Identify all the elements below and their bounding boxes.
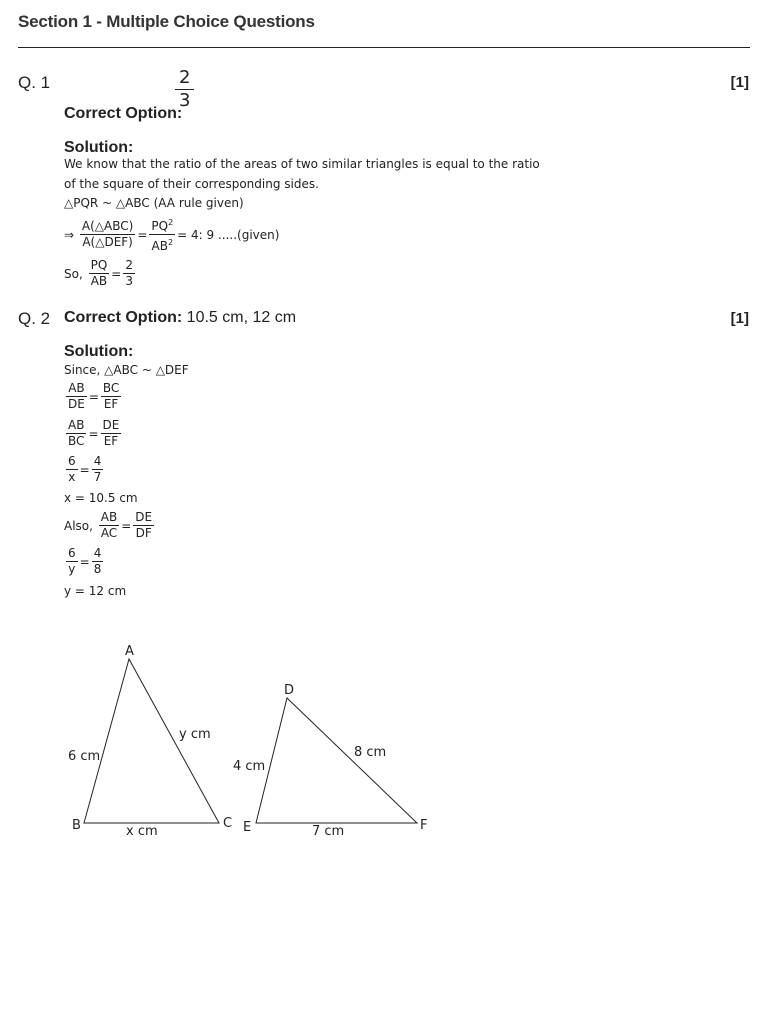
question-1-marks: [1] <box>730 74 749 91</box>
question-1-number: Q. 1 <box>18 73 51 92</box>
vertex-c-label: C <box>223 816 233 831</box>
side-de-label: 4 cm <box>233 759 266 774</box>
q1-text-line-2: of the square of their corresponding sides. <box>64 177 319 191</box>
answer-numerator: 2 <box>175 68 194 90</box>
two-thirds-fraction: $\frac{2}{3}$ <box>125 258 133 288</box>
question-1-solution-label: Solution: <box>64 139 134 156</box>
q2-ratio-ab-de: $\frac{AB}{DE}$ = $\frac{BC}{EF}$ <box>68 381 120 411</box>
question-2-correct-row <box>64 309 296 327</box>
section-title: Section 1 - Multiple Choice Questions <box>18 12 315 31</box>
q2-also-ratio: Also, $\frac{AB}{AC}$ = $\frac{DE}{DF}$ <box>64 510 153 540</box>
vertex-d-label: D <box>284 683 295 698</box>
q1-text-line-1: We know that the ratio of the areas of two similar triangles is equal to the ratio <box>64 157 540 171</box>
question-2-correct-value: 10.5 cm, 12 cm <box>186 309 297 326</box>
vertex-e-label: E <box>243 820 252 835</box>
question-2-solution-label: Solution: <box>64 343 134 360</box>
question-2-correct-label: Correct Option: <box>64 309 183 326</box>
answer-denominator: 3 <box>179 90 191 111</box>
q2-ratio-ab-bc: $\frac{AB}{BC}$ = $\frac{DE}{EF}$ <box>68 418 120 448</box>
question-1-correct-label: Correct Option: <box>64 105 183 122</box>
side-ef-label: 7 cm <box>312 824 345 839</box>
area-ratio-fraction: $\frac{\text{A(△ABC)}}{\text{A(△DEF)}}$ <box>81 219 134 249</box>
side-ac-label: y cm <box>179 727 211 742</box>
question-2-number: Q. 2 <box>18 309 51 328</box>
q2-since-line: Since, △ABC ~ △DEF <box>64 363 189 377</box>
vertex-b-label: B <box>72 818 81 833</box>
pq-ab-fraction: $\frac{PQ}{AB}$ <box>90 258 108 288</box>
q1-area-ratio-line: ⇒ $\frac{\text{A(△ABC)}}{\text{A(△DEF)}}$ = $\frac{PQ^2}{AB^2}$ = 4: 9 .....(given) <box>64 218 280 253</box>
q2-ratio-6-y: $\frac{6}{y}$ = $\frac{4}{8}$ <box>68 546 102 576</box>
side-df-label: 8 cm <box>354 745 387 760</box>
question-2-marks: [1] <box>730 310 749 327</box>
section-divider <box>18 47 750 48</box>
ratio-given: = 4: 9 .....(given) <box>177 227 280 242</box>
side-ratio-fraction: $\frac{PQ^2}{AB^2}$ <box>151 218 174 253</box>
q1-conclusion-line: So, $\frac{PQ}{AB}$ = $\frac{2}{3}$ <box>64 258 133 288</box>
similar-triangles-figure <box>0 630 768 850</box>
q2-x-result: x = 10.5 cm <box>64 491 138 505</box>
vertex-a-label: A <box>125 644 134 659</box>
q2-y-result: y = 12 cm <box>64 584 127 598</box>
implies-arrow: ⇒ <box>64 227 75 242</box>
q2-ratio-6-x: $\frac{6}{x}$ = $\frac{4}{7}$ <box>68 454 102 484</box>
side-ab-label: 6 cm <box>68 749 101 764</box>
triangle-def <box>256 698 417 823</box>
side-bc-label: x cm <box>126 824 158 839</box>
q1-similarity-statement: △PQR ~ △ABC (AA rule given) <box>64 196 244 210</box>
vertex-f-label: F <box>420 818 428 833</box>
